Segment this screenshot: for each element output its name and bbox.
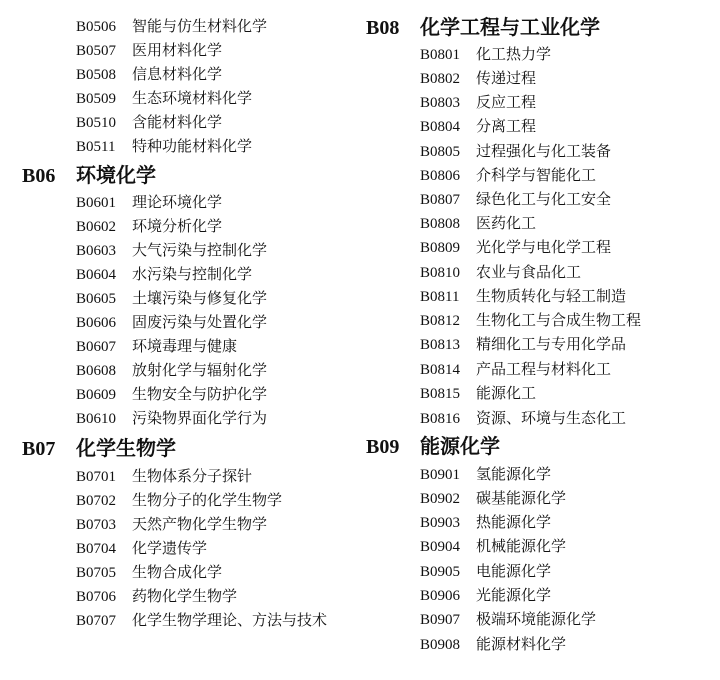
item-name: 信息材料化学 (132, 65, 223, 83)
item-name: 医药化工 (476, 214, 537, 232)
item-name: 介科学与智能化工 (476, 166, 597, 184)
item-code: B0707 (76, 613, 117, 629)
item-code: B0603 (76, 243, 117, 259)
list-item (420, 583, 551, 607)
section-code: B06 (22, 165, 56, 187)
item-name: 机械能源化学 (476, 537, 567, 555)
list-item (76, 310, 267, 334)
item-code: B0606 (76, 315, 117, 331)
section-title: 化学生物学 (76, 436, 176, 460)
list-item (76, 190, 222, 214)
section-heading-b08 (366, 12, 600, 42)
list-item (420, 607, 596, 631)
list-item (76, 38, 222, 62)
item-name: 固废污染与处置化学 (132, 313, 268, 331)
section-title: 环境化学 (76, 163, 156, 187)
list-item (420, 211, 536, 235)
list-item (420, 486, 566, 510)
list-item (420, 260, 581, 284)
item-code: B0906 (420, 588, 461, 604)
item-code: B0604 (76, 267, 117, 283)
item-code: B0903 (420, 515, 461, 531)
list-item (76, 406, 267, 430)
item-code: B0811 (420, 289, 460, 305)
list-item (76, 608, 327, 632)
item-name: 化学生物学理论、方法与技术 (132, 611, 328, 629)
list-item (420, 235, 611, 259)
item-code: B0610 (76, 411, 117, 427)
item-code: B0803 (420, 95, 461, 111)
item-code: B0605 (76, 291, 117, 307)
item-code: B0807 (420, 192, 461, 208)
item-code: B0706 (76, 589, 117, 605)
list-item (76, 238, 267, 262)
item-code: B0814 (420, 362, 461, 378)
item-code: B0702 (76, 493, 117, 509)
item-code: B0812 (420, 313, 461, 329)
item-code: B0813 (420, 337, 461, 353)
list-item (420, 42, 551, 66)
list-item (420, 114, 536, 138)
item-name: 化工热力学 (476, 45, 552, 63)
item-code: B0510 (76, 115, 117, 131)
list-item (76, 86, 252, 110)
list-item (420, 139, 611, 163)
section-heading-b09 (366, 431, 500, 461)
section-code: B09 (366, 436, 400, 458)
list-item (76, 560, 222, 584)
item-name: 热能源化学 (476, 513, 552, 531)
item-name: 能源材料化学 (476, 635, 567, 653)
item-name: 能源化工 (476, 384, 537, 402)
section-title: 能源化学 (420, 434, 500, 458)
list-item (420, 510, 551, 534)
item-code: B0810 (420, 265, 461, 281)
item-name: 污染物界面化学行为 (132, 409, 268, 427)
item-code: B0905 (420, 564, 461, 580)
list-item (76, 62, 222, 86)
item-code: B0808 (420, 216, 461, 232)
item-code: B0607 (76, 339, 117, 355)
section-title: 化学工程与工业化学 (420, 15, 600, 39)
item-code: B0609 (76, 387, 117, 403)
list-item (76, 286, 267, 310)
list-item (420, 462, 551, 486)
item-name: 水污染与控制化学 (132, 265, 253, 283)
section-code: B08 (366, 17, 400, 39)
item-name: 生物合成化学 (132, 563, 223, 581)
item-name: 传递过程 (476, 69, 537, 87)
item-code: B0801 (420, 47, 461, 63)
item-name: 极端环境能源化学 (476, 610, 597, 628)
item-code: B0508 (76, 67, 117, 83)
list-item (420, 406, 626, 430)
item-name: 医用材料化学 (132, 41, 223, 59)
item-code: B0608 (76, 363, 117, 379)
item-code: B0703 (76, 517, 117, 533)
item-code: B0602 (76, 219, 117, 235)
item-name: 光能源化学 (476, 586, 552, 604)
item-code: B0507 (76, 43, 117, 59)
list-item (420, 357, 611, 381)
list-item (76, 382, 267, 406)
item-name: 生态环境材料化学 (132, 89, 253, 107)
item-name: 化学遗传学 (132, 539, 208, 557)
item-name: 分离工程 (476, 117, 537, 135)
list-item (76, 262, 252, 286)
item-name: 资源、环境与生态化工 (476, 409, 627, 427)
list-item (76, 134, 252, 158)
item-code: B0805 (420, 144, 461, 160)
item-code: B0802 (420, 71, 461, 87)
item-name: 智能与仿生材料化学 (132, 17, 268, 35)
item-name: 过程强化与化工装备 (476, 142, 612, 160)
item-name: 生物化工与合成生物工程 (476, 311, 642, 329)
section-code: B07 (22, 438, 56, 460)
item-name: 环境毒理与健康 (132, 337, 238, 355)
list-item (76, 14, 267, 38)
list-item (76, 214, 222, 238)
item-name: 天然产物化学生物学 (132, 515, 268, 533)
list-item (76, 464, 252, 488)
list-item (420, 534, 566, 558)
list-item (76, 512, 267, 536)
item-name: 碳基能源化学 (476, 489, 567, 507)
item-name: 绿色化工与化工安全 (476, 190, 612, 208)
item-name: 生物分子的化学生物学 (132, 491, 283, 509)
list-item (420, 163, 596, 187)
item-code: B0511 (76, 139, 116, 155)
list-item (76, 488, 282, 512)
item-code: B0704 (76, 541, 117, 557)
item-code: B0809 (420, 240, 461, 256)
item-name: 放射化学与辐射化学 (132, 361, 268, 379)
list-item (420, 284, 626, 308)
item-name: 精细化工与专用化学品 (476, 335, 627, 353)
item-name: 生物质转化与轻工制造 (476, 287, 627, 305)
item-code: B0506 (76, 19, 117, 35)
list-item (76, 110, 222, 134)
list-item (420, 632, 566, 656)
item-code: B0601 (76, 195, 117, 211)
list-item (420, 66, 536, 90)
item-name: 特种功能材料化学 (132, 137, 253, 155)
item-name: 产品工程与材料化工 (476, 360, 612, 378)
item-name: 农业与食品化工 (476, 263, 582, 281)
list-item (420, 381, 536, 405)
item-code: B0904 (420, 539, 461, 555)
item-code: B0705 (76, 565, 117, 581)
item-name: 理论环境化学 (132, 193, 223, 211)
list-item (420, 308, 641, 332)
item-name: 环境分析化学 (132, 217, 223, 235)
item-code: B0509 (76, 91, 117, 107)
item-code: B0901 (420, 467, 461, 483)
item-code: B0815 (420, 386, 461, 402)
item-name: 含能材料化学 (132, 113, 223, 131)
item-name: 反应工程 (476, 93, 537, 111)
item-name: 生物体系分子探针 (132, 467, 253, 485)
section-heading-b07 (22, 433, 176, 463)
section-heading-b06 (22, 160, 156, 190)
item-code: B0908 (420, 637, 461, 653)
item-code: B0902 (420, 491, 461, 507)
item-name: 生物安全与防护化学 (132, 385, 268, 403)
list-item (76, 584, 237, 608)
item-name: 氢能源化学 (476, 465, 552, 483)
item-code: B0816 (420, 411, 461, 427)
list-item (420, 332, 626, 356)
list-item (76, 536, 207, 560)
list-item (76, 358, 267, 382)
item-name: 电能源化学 (476, 562, 552, 580)
item-name: 大气污染与控制化学 (132, 241, 268, 259)
list-item (76, 334, 237, 358)
item-name: 土壤污染与修复化学 (132, 289, 268, 307)
list-item (420, 90, 536, 114)
item-name: 药物化学生物学 (132, 587, 238, 605)
item-code: B0804 (420, 119, 461, 135)
item-code: B0806 (420, 168, 461, 184)
list-item (420, 187, 611, 211)
list-item (420, 559, 551, 583)
item-code: B0701 (76, 469, 117, 485)
item-name: 光化学与电化学工程 (476, 238, 612, 256)
item-code: B0907 (420, 612, 461, 628)
